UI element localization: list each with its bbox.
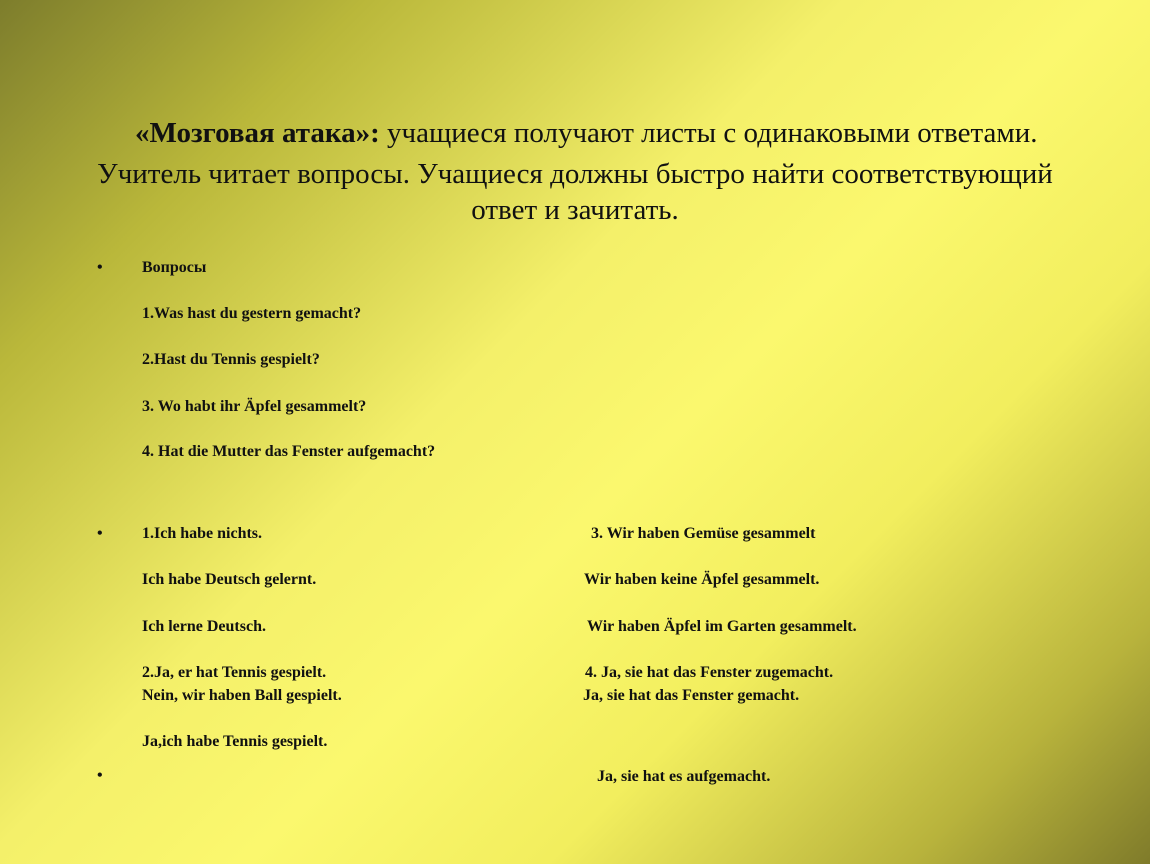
bullet-marker: •: [97, 525, 103, 542]
answer-left: 1.Ich habe nichts.: [142, 525, 263, 542]
answer-right: Ja, sie hat es aufgemacht.: [597, 768, 771, 785]
answer-right: Ja, sie hat das Fenster gemacht.: [583, 687, 800, 704]
questions-label: Вопросы: [142, 259, 207, 276]
answer-right: Wir haben Äpfel im Garten gesammelt.: [587, 618, 857, 635]
bullet-marker: •: [97, 767, 103, 784]
answer-right: 4. Ja, sie hat das Fenster zugemacht.: [585, 664, 834, 681]
heading-line-1: [135, 117, 1037, 150]
bullet-marker: •: [97, 259, 103, 276]
heading-line-2: Учитель читает вопросы. Учащиеся должны быстро найти соответствующий: [97, 158, 1053, 190]
question-item: 3. Wo habt ihr Äpfel gesammelt?: [142, 398, 367, 415]
heading-line-1-rest: учащиеся получают листы с одинаковыми ответами.: [379, 117, 1038, 149]
answer-left: Ja,ich habe Tennis gespielt.: [142, 733, 328, 750]
question-item: 4. Hat die Mutter das Fenster aufgemacht?: [142, 443, 436, 460]
question-item: 1.Was hast du gestern gemacht?: [142, 305, 362, 322]
question-item: 2.Hast du Tennis gespielt?: [142, 351, 320, 368]
answer-right: Wir haben keine Äpfel gesammelt.: [584, 571, 820, 588]
answer-left: 2.Ja, er hat Tennis gespielt.: [142, 664, 327, 681]
answer-left: Ich habe Deutsch gelernt.: [142, 571, 317, 588]
answer-left: Ich lerne Deutsch.: [142, 618, 266, 635]
answer-right: 3. Wir haben Gemüse gesammelt: [591, 525, 816, 542]
heading-bold: «Мозговая атака»:: [135, 117, 380, 149]
answer-left: Nein, wir haben Ball gespielt.: [142, 687, 342, 704]
heading-line-3: ответ и зачитать.: [471, 194, 679, 226]
